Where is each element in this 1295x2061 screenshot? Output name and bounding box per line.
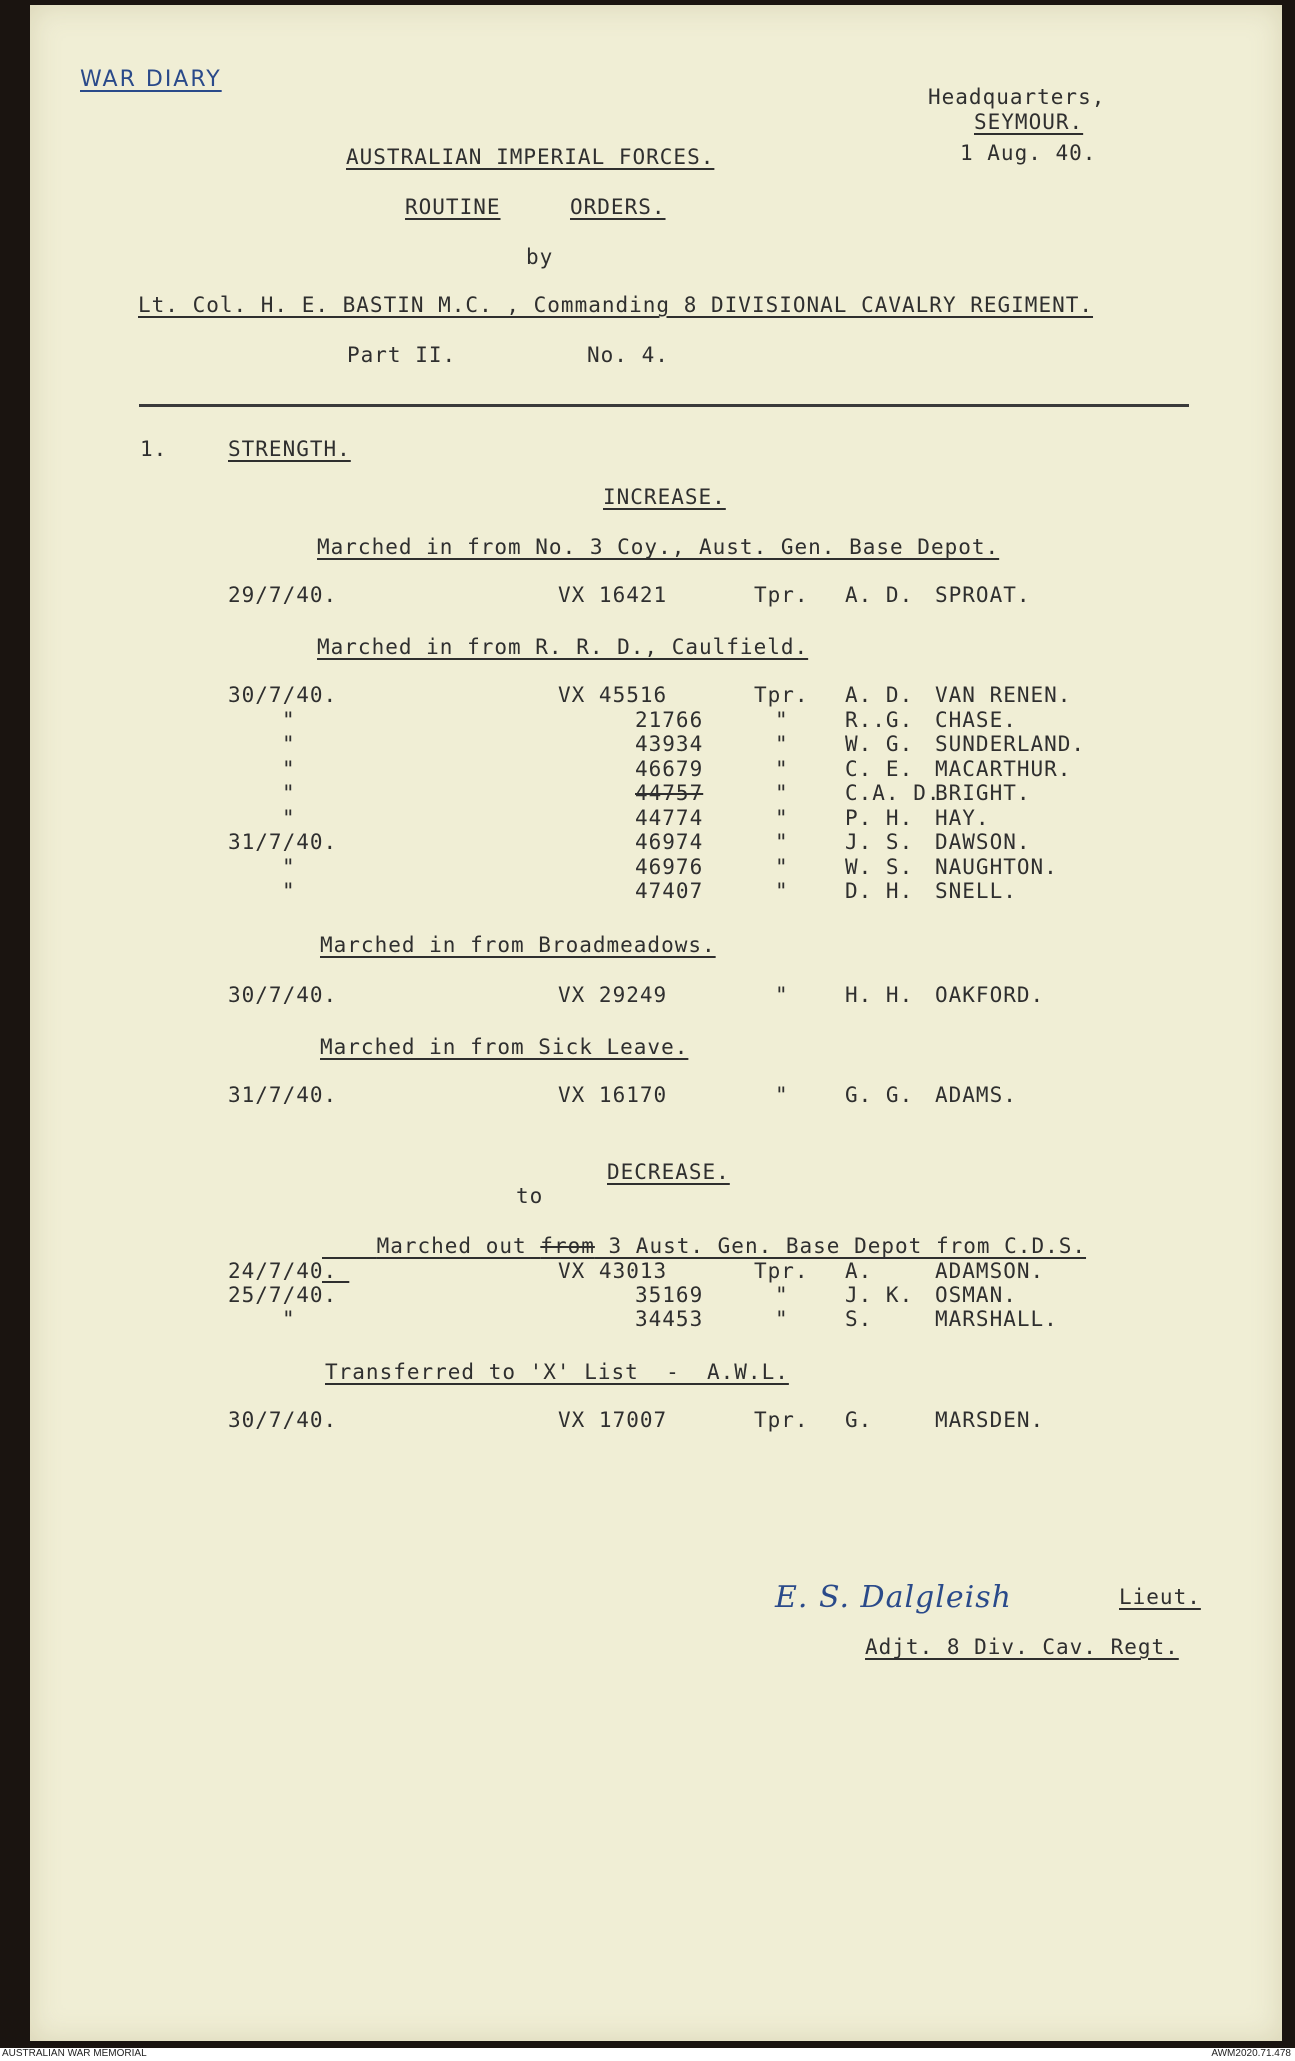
row-initials: J. K. — [845, 1283, 914, 1307]
row-service-number: VX 17007 — [558, 1408, 668, 1432]
row-initials: C. E. — [845, 756, 914, 781]
row-rank: " — [775, 1283, 789, 1307]
row-date: 30/7/40. — [228, 983, 338, 1007]
row-date: 29/7/40. — [228, 583, 338, 607]
row-date: " — [282, 707, 296, 732]
row-service-number: 43934 — [635, 732, 704, 756]
row-surname: OSMAN. — [935, 1283, 1017, 1307]
row-service-number: VX 16170 — [558, 1083, 668, 1107]
row-surname: NAUGHTON. — [935, 854, 1058, 879]
row-service-number: 46976 — [635, 854, 704, 879]
row-rank: " — [775, 707, 789, 732]
row-date: " — [282, 756, 296, 781]
location-label: SEYMOUR. — [974, 110, 1084, 134]
row-rank: " — [775, 1307, 789, 1331]
row-initials: W. G. — [845, 732, 914, 756]
row-date: 31/7/40. — [228, 830, 338, 854]
group-title: Marched in from Broadmeadows. — [320, 933, 716, 957]
row-surname: VAN RENEN. — [935, 683, 1072, 707]
section-number: 1. — [140, 437, 168, 461]
row-date: " — [282, 781, 296, 805]
row-rank: Tpr. — [754, 583, 809, 607]
row-surname: MARSHALL. — [935, 1307, 1058, 1331]
row-initials: G. — [845, 1408, 873, 1432]
row-initials: W. S. — [845, 854, 914, 879]
row-date: " — [282, 805, 296, 830]
row-initials: S. — [845, 1307, 873, 1331]
row-service-number: 44774 — [635, 805, 704, 830]
row-initials: C.A. D. — [845, 781, 941, 805]
row-initials: D. H. — [845, 879, 914, 903]
by-word: by — [526, 245, 554, 269]
row-initials: H. H. — [845, 983, 914, 1007]
routine-word: ROUTINE — [405, 195, 501, 219]
row-date: " — [282, 854, 296, 879]
row-service-number: VX 43013 — [558, 1259, 668, 1283]
signature-role: Adjt. 8 Div. Cav. Regt. — [865, 1635, 1179, 1659]
row-initials: G. G. — [845, 1083, 914, 1107]
row-service-number: 35169 — [635, 1283, 704, 1307]
row-surname: DAWSON. — [935, 830, 1031, 854]
headquarters-label: Headquarters, — [928, 85, 1106, 109]
group-title: Marched in from R. R. D., Caulfield. — [317, 635, 809, 659]
document-page — [30, 5, 1282, 2041]
row-date: " — [282, 879, 296, 903]
row-surname: MACARTHUR. — [935, 756, 1072, 781]
row-service-number: 46679 — [635, 756, 704, 781]
part-label: Part II. — [347, 343, 457, 367]
row-date: 24/7/40. — [228, 1259, 338, 1283]
section-title: STRENGTH. — [228, 437, 351, 461]
row-surname: MARSDEN. — [935, 1408, 1045, 1432]
increase-heading: INCREASE. — [603, 485, 726, 509]
row-initials: P. H. — [845, 805, 914, 830]
row-surname: CHASE. — [935, 707, 1017, 732]
signature: E. S. Dalgleish — [775, 1580, 1012, 1615]
row-date: 30/7/40. — [228, 1408, 338, 1432]
war-diary-note: WAR DIARY — [80, 67, 222, 92]
row-initials: A. — [845, 1259, 873, 1283]
row-date: " — [282, 732, 296, 756]
row-service-number: VX 29249 — [558, 983, 668, 1007]
org-heading: AUSTRALIAN IMPERIAL FORCES. — [346, 145, 715, 169]
row-service-number: 34453 — [635, 1307, 704, 1331]
date-label: 1 Aug. 40. — [960, 141, 1097, 165]
row-rank: Tpr. — [754, 683, 809, 707]
row-rank: " — [775, 983, 789, 1007]
row-rank: " — [775, 805, 789, 830]
row-surname: OAKFORD. — [935, 983, 1045, 1007]
inserted-word: to — [516, 1184, 544, 1208]
row-rank: Tpr. — [754, 1408, 809, 1432]
row-rank: " — [775, 1083, 789, 1107]
row-service-number: 21766 — [635, 707, 704, 732]
group-title: Transferred to 'X' List - A.W.L. — [325, 1360, 789, 1384]
row-surname: SPROAT. — [935, 583, 1031, 607]
archive-footer — [0, 2048, 1295, 2061]
row-rank: " — [775, 854, 789, 879]
row-surname: ADAMS. — [935, 1083, 1017, 1107]
row-initials: A. D. — [845, 583, 914, 607]
row-rank: Tpr. — [754, 1259, 809, 1283]
group-title: Marched in from No. 3 Coy., Aust. Gen. Base Depot. — [317, 535, 1000, 559]
row-surname: SNELL. — [935, 879, 1017, 903]
signature-rank: Lieut. — [1119, 1585, 1201, 1609]
decrease-heading: DECREASE. — [607, 1160, 730, 1184]
row-date: 25/7/40. — [228, 1283, 338, 1307]
row-service-number: 47407 — [635, 879, 704, 903]
row-surname: ADAMSON. — [935, 1259, 1045, 1283]
row-rank: " — [775, 756, 789, 781]
struck-word: from — [540, 1234, 595, 1258]
row-initials: R..G. — [845, 707, 914, 732]
row-rank: " — [775, 830, 789, 854]
orders-word: ORDERS. — [570, 195, 666, 219]
row-service-number: 46974 — [635, 830, 704, 854]
group-title: Marched in from Sick Leave. — [320, 1035, 689, 1059]
row-date: 30/7/40. — [228, 683, 338, 707]
row-date: " — [282, 1307, 296, 1331]
horizontal-rule — [139, 404, 1189, 407]
title-part: 3 Aust. Gen. Base Depot from C.D.S. — [594, 1234, 1087, 1258]
row-surname: SUNDERLAND. — [935, 732, 1086, 756]
row-service-number: VX 16421 — [558, 583, 668, 607]
row-rank: " — [775, 732, 789, 756]
number-label: No. 4. — [587, 343, 669, 367]
row-initials: A. D. — [845, 683, 914, 707]
title-part: Marched out — [376, 1234, 541, 1258]
row-service-number: 44757 — [635, 781, 704, 805]
row-rank: " — [775, 781, 789, 805]
row-initials: J. S. — [845, 830, 914, 854]
row-service-number: VX 45516 — [558, 683, 668, 707]
footer-left: AUSTRALIAN WAR MEMORIAL — [2, 2048, 147, 2059]
row-surname: HAY. — [935, 805, 990, 830]
row-rank: " — [775, 879, 789, 903]
footer-right: AWM2020.71.478 — [1211, 2048, 1291, 2059]
commander-line: Lt. Col. H. E. BASTIN M.C. , Commanding 8 DIVISIONAL CAVALRY REGIMENT. — [138, 293, 1094, 317]
row-date: 31/7/40. — [228, 1083, 338, 1107]
row-surname: BRIGHT. — [935, 781, 1031, 805]
